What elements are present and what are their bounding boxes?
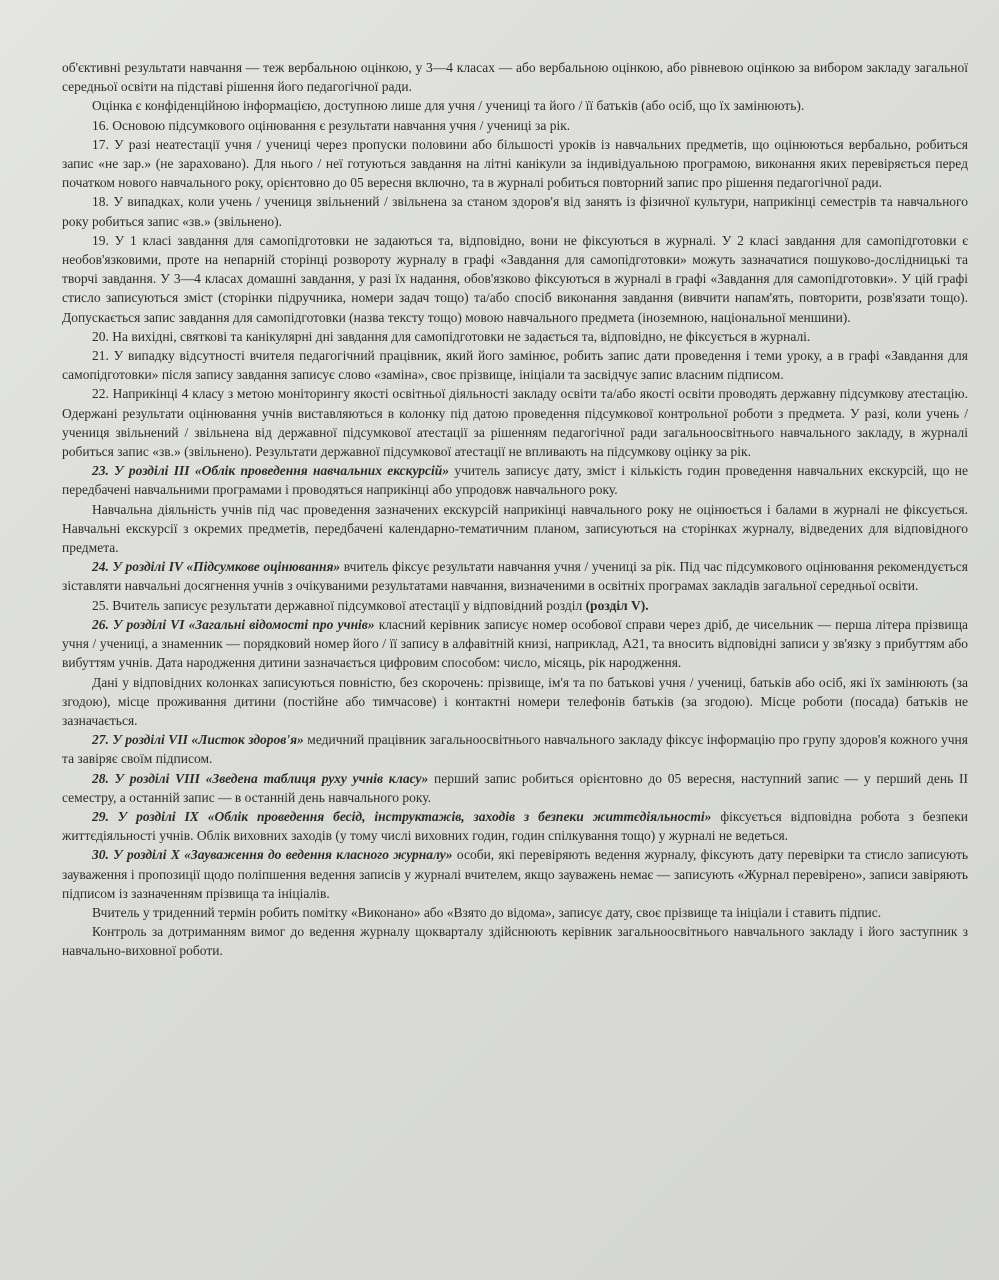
- paragraph-16: 16. Основою підсумкового оцінювання є результати навчання учня / учениці за рік.: [92, 117, 571, 133]
- paragraph-26b: Дані у відповідних колонках записуються повністю, без скорочень: прізвище, ім'я та по батькові учня / учениці, батьків або осіб, які їх замінюють (за згодою), місце проживання дитини (постійне або тимчасове) і контактні номери телефонів батьків (за згодою). Місце роботи (посада) батьків не зазначається.: [62, 674, 968, 728]
- section-heading: 28. У розділі VIII «Зведена таблиця руху учнів класу»: [92, 770, 429, 786]
- paragraph-27: 27. У розділі VII «Листок здоров'я» медичний працівник загальноосвітнього навчального закладу фіксує інформацію про групу здоров'я кожного учня та завіряє своїм підписом.: [62, 732, 968, 767]
- paragraph-29: 29. У розділі IX «Облік проведення бесід, інструктажів, заходів з безпеки життєдіяльності» фіксується відповідна робота з безпеки життєдіяльності учнів. Облік виховних заходів (у тому числі виховних годин, годин спілкування тощо) у журналі не ведеться.: [62, 808, 968, 844]
- paragraph-31: Вчитель у триденний термін робить помітку «Виконано» або «Взято до відома», записує дату, своє прізвище та ініціали і ставить підпис.: [92, 904, 882, 920]
- document-text: [62, 58, 968, 961]
- paragraph-28: 28. У розділі VIII «Зведена таблиця руху учнів класу» перший запис робиться орієнтовно до 05 вересня, наступний запис — у перший день II семестру, а останній запис — в останній день навчального року.: [62, 770, 968, 805]
- paragraph-22: 22. Наприкінці 4 класу з метою моніторингу якості освітньої діяльності закладу освіти та/або якості освіти проводять державну підсумкову атестацію. Одержані результати оцінювання учнів виставляються в колонку під датою проведення підсумкової контрольної роботи з предмета. У разі, коли учень / учениця звільнений / звільнена від державної підсумкової атестації за рішенням педагогічної ради загальноосвітнього навчального закладу, в журналі робиться запис «зв.» (звільнено). Результати державної підсумкової атестації не впливають на підсумкову оцінку за рік.: [62, 386, 968, 460]
- paragraph-23b: Навчальна діяльність учнів під час проведення зазначених екскурсій наприкінці навчального року не оцінюється і балами в журналі не фіксується. Навчальні екскурсії з окремих предметів, передбачені календарно-тематичним планом, записуються на сторінках журналу, відведених для відповідного предмета.: [62, 501, 968, 556]
- section-reference: (розділ V).: [585, 597, 649, 613]
- paragraph-26: 26. У розділі VI «Загальні відомості про учнів» класний керівник записує номер особової справи через дріб, де чисельник — перша літера прізвища учня / учениці, а знаменник — порядковий номер його / її запису в алфавітній книзі, наприклад, А21, та вносить відповідні записи у зв'язку з прибуттям або вибуттям учнів. Дата народження дитини зазначається цифровим способом: число, місяць, рік народження.: [62, 616, 968, 671]
- section-heading: 24. У розділі IV «Підсумкове оцінювання»: [92, 559, 341, 575]
- paragraph-21: 21. У випадку відсутності вчителя педагогічний працівник, який його замінює, робить запис дати проведення і теми уроку, а в графі «Завдання для самопідготовки» після запису завдання записує слово «заміна», своє прізвище, ініціали та засвідчує запис власним підписом.: [62, 348, 968, 383]
- paragraph-25: 25. Вчитель записує результати державної підсумкової атестації у відповідний розділ (розділ V).: [92, 597, 649, 613]
- paragraph-30: 30. У розділі X «Зауваження до ведення класного журналу» особи, які перевіряють ведення журналу, фіксують дату перевірки та стисло записують зауваження і пропозиції щодо поліпшення ведення записів у журналі вчителем, якщо зауважень немає — записують «Журнал перевірено», записи завіряють підписом із зазначенням прізвища та ініціалів.: [62, 847, 968, 901]
- section-heading: 30. У розділі X «Зауваження до ведення класного журналу»: [92, 847, 453, 863]
- paragraph-23: 23. У розділі III «Облік проведення навчальних екскурсій» учитель записує дату, зміст і кількість годин проведення навчальних екскурсій, що не передбачені навчальними програмами і проводяться наприкінці або упродовж навчального року.: [62, 463, 969, 498]
- paragraph-20: 20. На вихідні, святкові та канікулярні дні завдання для самопідготовки не задається та, відповідно, не фіксується в журналі.: [92, 328, 811, 344]
- paragraph-32: Контроль за дотриманням вимог до ведення журналу щокварталу здійснюють керівник загальноосвітнього навчального закладу і його заступник з навчально-виховної роботи.: [62, 924, 968, 959]
- paragraph-19: 19. У 1 класі завдання для самопідготовки не задаються та, відповідно, вони не фіксуються в журналі. У 2 класі завдання для самопідготовки є необов'язковими, проте на непарній сторінці розвороту журналу в графі «Завдання для самопідготовки» можуть зазначатися пошуково-дослідницькі та творчі завдання. У 3—4 класах домашні завдання, у разі їх надання, обов'язково фіксуються в журналі в графі «Завдання для самопідготовки». У цій графі стисло записуються зміст (сторінки підручника, номери задач тощо) та/або спосіб виконання завдання (вивчити напам'ять, повторити, розв'язати тощо). Допускається запис завдання для самопідготовки (назва тексту тощо) мовою навчального предмета (іноземною, національної меншини).: [62, 232, 968, 325]
- section-heading: 23. У розділі III «Облік проведення навчальних екскурсій»: [92, 463, 450, 479]
- section-heading: 29. У розділі IX «Облік проведення бесід, інструктажів, заходів з безпеки життєдіяльності»: [92, 808, 712, 824]
- paragraph-p1: Оцінка є конфіденційною інформацією, доступною лише для учня / учениці та його / її батьків (або осіб, що їх замінюють).: [92, 98, 805, 114]
- paragraph-24: 24. У розділі IV «Підсумкове оцінювання» вчитель фіксує результати навчання учня / учениці за рік. Під час підсумкового оцінювання рекомендується зіставляти навчальні досягнення учнів з очікуваними результатами навчання, визначеними в освітніх програмах закладів загальної середньої освіти.: [62, 559, 968, 594]
- paragraph-18: 18. У випадках, коли учень / учениця звільнений / звільнена за станом здоров'я від занять із фізичної культури, наприкінці семестрів та навчального року робиться запис «зв.» (звільнено).: [62, 194, 968, 229]
- section-heading: 27. У розділі VII «Листок здоров'я»: [92, 732, 304, 748]
- paragraph-p0: об'єктивні результати навчання — теж вербальною оцінкою, у 3—4 класах — або вербальною оцінкою, або рівневою оцінкою за вибором закладу загальної середньої освіти на підставі рішення його педагогічної ради.: [62, 60, 968, 95]
- section-heading: 26. У розділі VI «Загальні відомості про учнів»: [92, 616, 375, 632]
- paragraph-17: 17. У разі неатестації учня / учениці через пропуски половини або більшості уроків із навчальних предметів, що оцінюються вербально, робиться запис «не зар.» (не зараховано). Для нього / неї готуються завдання на літні канікули за індивідуальною програмою, виконання яких перевіряється перед початком нового навчального року, орієнтовно до 05 вересня включно, та в журналі робиться повторний запис про рішення педагогічної ради.: [62, 136, 968, 191]
